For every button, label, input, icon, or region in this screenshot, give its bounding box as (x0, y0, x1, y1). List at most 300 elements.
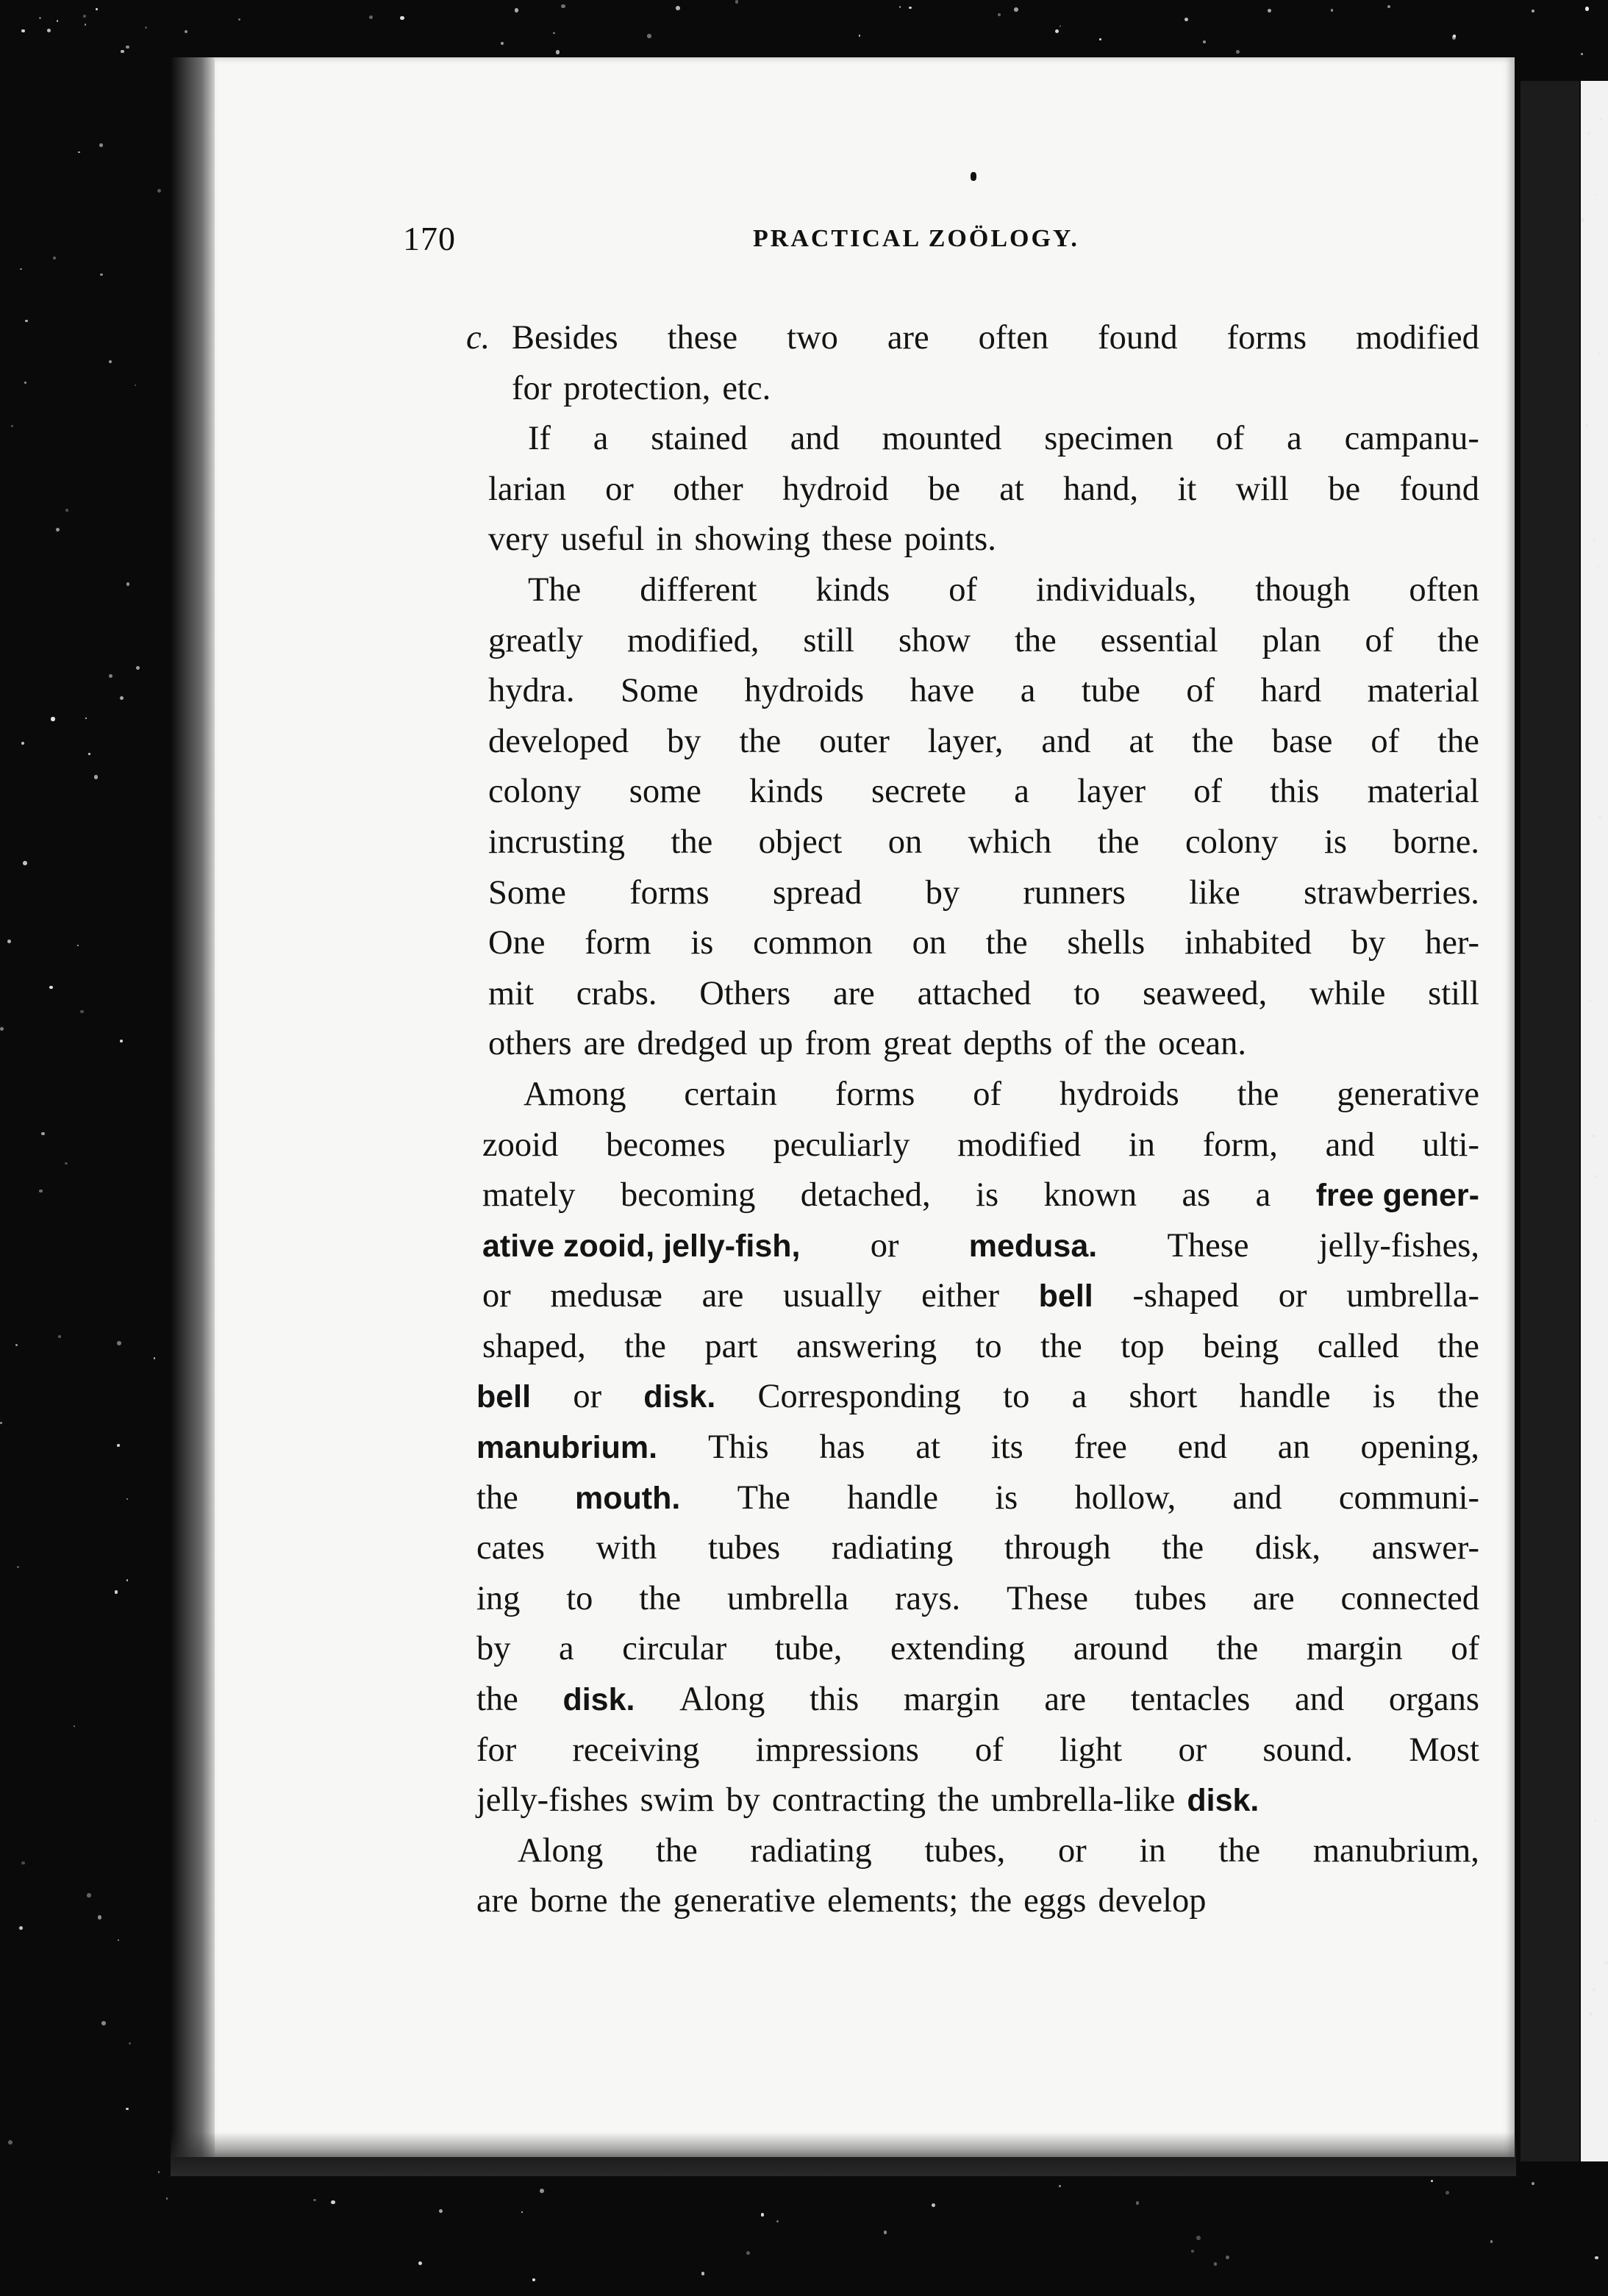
text-line (476, 1675, 1479, 1725)
word: impressions (755, 1731, 919, 1769)
word: by (925, 873, 960, 912)
noise-speck (78, 151, 79, 153)
word: Corresponding (757, 1378, 961, 1416)
word: layer (1077, 773, 1146, 811)
noise-speck (1590, 565, 1592, 568)
word: etc. (722, 369, 771, 407)
word: crabs. (576, 974, 657, 1012)
word: elements; (827, 1882, 959, 1920)
word: the (1162, 1529, 1204, 1567)
noise-speck (1055, 29, 1059, 33)
noise-speck (145, 26, 147, 29)
word: forms (835, 1075, 915, 1113)
word: in (656, 521, 683, 559)
word: the (1014, 621, 1057, 659)
word: material (1367, 773, 1479, 811)
word: stained (651, 420, 748, 458)
word: hard (1260, 672, 1322, 710)
word: these (822, 521, 893, 559)
word: be (928, 470, 960, 508)
word: either (921, 1277, 999, 1315)
word: by (1351, 924, 1386, 962)
noise-speck (101, 2021, 106, 2025)
word: ing (476, 1579, 521, 1617)
text-line (476, 918, 1479, 969)
word: modified (957, 1126, 1082, 1164)
word: the (1218, 1831, 1261, 1870)
word: are (887, 319, 929, 357)
noise-speck (0, 1027, 4, 1031)
word: ulti- (1422, 1126, 1479, 1164)
word: These (1007, 1579, 1089, 1617)
text-line (476, 1876, 1479, 1927)
noise-speck (647, 34, 651, 37)
noise-speck (21, 1862, 25, 1865)
noise-speck (8, 2140, 12, 2145)
noise-speck (23, 861, 27, 865)
noise-speck (118, 1939, 119, 1941)
word: The (528, 571, 582, 609)
text-line (476, 465, 1479, 515)
word: medusæ (550, 1277, 662, 1315)
bold-term: mouth. (575, 1480, 681, 1516)
word: shaped, (482, 1327, 586, 1365)
word: tubes (708, 1529, 781, 1567)
noise-speck (418, 2261, 422, 2265)
word: radiating (831, 1529, 954, 1567)
word: swim (640, 1781, 715, 1820)
word: base (1271, 722, 1333, 760)
word: of (1215, 420, 1245, 458)
word: is (690, 924, 714, 962)
bold-term: disk. (1187, 1783, 1259, 1819)
word: being (1203, 1327, 1279, 1365)
noise-speck (53, 257, 55, 259)
word: to (975, 1327, 1002, 1365)
text-line (476, 1271, 1479, 1322)
word: cates (476, 1529, 545, 1567)
word: tubes (1134, 1579, 1207, 1617)
text-line (476, 818, 1479, 868)
word: attached (917, 974, 1032, 1012)
word: often (1409, 571, 1479, 609)
text-line (466, 313, 1479, 364)
word: handle (847, 1478, 939, 1517)
text-line (476, 1322, 1479, 1373)
word: a (1020, 672, 1036, 710)
word: the (1237, 1075, 1279, 1113)
text-line (476, 717, 1479, 768)
word: are (476, 1882, 518, 1920)
noise-speck (41, 1132, 44, 1135)
word: develop (1098, 1882, 1207, 1920)
word: organs (1388, 1681, 1479, 1719)
word: with (596, 1529, 657, 1567)
noise-speck (11, 425, 13, 427)
noise-speck (238, 18, 240, 21)
noise-speck (1452, 35, 1456, 39)
word: peculiarly (773, 1126, 910, 1164)
noise-speck (1059, 2185, 1061, 2187)
list-marker: c. (466, 319, 490, 357)
text-line (476, 364, 1479, 415)
word: or (1178, 1731, 1207, 1769)
word: of (1365, 621, 1394, 659)
bold-term: ative zooid, jelly-fish, (482, 1228, 801, 1264)
word: the (937, 1781, 979, 1820)
noise-speck (80, 1010, 83, 1013)
word: essential (1100, 621, 1218, 659)
noise-speck (1601, 2121, 1604, 2123)
word: its (990, 1428, 1023, 1467)
body-text (466, 313, 1479, 1927)
word: answer- (1371, 1529, 1479, 1567)
noise-speck (1214, 2262, 1218, 2266)
word: are (701, 1277, 744, 1315)
word: showing (694, 521, 811, 559)
noise-speck (553, 32, 554, 34)
word: is (1372, 1378, 1396, 1416)
word: called (1317, 1327, 1399, 1365)
noise-speck (1598, 815, 1602, 818)
noise-speck (129, 2042, 131, 2045)
word: borne (529, 1882, 608, 1920)
word: around (1073, 1630, 1168, 1668)
noise-speck (154, 1357, 156, 1359)
noise-speck (39, 1190, 42, 1192)
noise-speck (135, 385, 136, 386)
bold-term: bell (1038, 1278, 1093, 1315)
noise-speck (1446, 2191, 1449, 2195)
word: useful (560, 521, 645, 559)
noise-speck (99, 143, 103, 147)
word: zooid (482, 1126, 559, 1164)
word: others (488, 1025, 572, 1063)
word: tubes, (924, 1831, 1006, 1870)
noise-speck (19, 1926, 23, 1930)
noise-speck (77, 945, 79, 946)
noise-speck (1203, 40, 1206, 43)
word: shells (1067, 924, 1146, 962)
noise-speck (1593, 538, 1596, 541)
word: often (978, 319, 1049, 357)
word: is (995, 1478, 1018, 1517)
word: layer, (927, 722, 1004, 760)
word: an (1277, 1428, 1310, 1467)
text-line (476, 1523, 1479, 1574)
bold-term: free gener- (1315, 1178, 1479, 1214)
word: at (915, 1428, 940, 1467)
word: forms (629, 873, 710, 912)
word: handle (1239, 1378, 1331, 1416)
word: up (759, 1025, 793, 1063)
word: hydroids (1059, 1075, 1179, 1113)
word: to (566, 1579, 593, 1617)
word: the (985, 924, 1028, 962)
page-number: 170 (403, 220, 456, 257)
noise-speck (126, 1498, 128, 1500)
noise-speck (899, 6, 901, 8)
noise-speck (369, 15, 373, 19)
word: the (1437, 1327, 1479, 1365)
word: top (1121, 1327, 1165, 1365)
word: Most (1409, 1731, 1479, 1769)
word: hydra. (488, 672, 575, 710)
word: be (1328, 470, 1361, 508)
word: at (999, 470, 1024, 508)
word: manubrium, (1312, 1831, 1479, 1870)
word: hydroid (782, 470, 889, 508)
word: spread (772, 873, 862, 912)
word: and (1232, 1478, 1282, 1517)
word: ocean. (1157, 1025, 1247, 1063)
word: the (739, 722, 782, 760)
noise-speck (126, 582, 129, 585)
noise-speck (1594, 1820, 1597, 1823)
word: usually (783, 1277, 882, 1315)
word: kinds (749, 773, 823, 811)
noise-speck (313, 2199, 316, 2202)
word: of (1193, 773, 1222, 811)
word: a (593, 420, 609, 458)
word: form, (1202, 1126, 1278, 1164)
word: which (968, 823, 1052, 861)
word: disk, (1254, 1529, 1321, 1567)
noise-speck (57, 20, 59, 22)
text-line (476, 515, 1479, 565)
noise-speck (1387, 5, 1390, 8)
page-header (403, 219, 1506, 263)
word: the (476, 1681, 518, 1719)
text-line (476, 1423, 1479, 1473)
word: specimen (1044, 420, 1173, 458)
word: sound. (1262, 1731, 1354, 1769)
word: will (1235, 470, 1289, 508)
noise-speck (1589, 999, 1592, 1002)
word: opening, (1360, 1428, 1479, 1467)
noise-speck (1581, 53, 1583, 55)
bold-term: medusa. (968, 1228, 1098, 1264)
word: the (639, 1579, 682, 1617)
text-line (476, 1574, 1479, 1625)
noise-speck (56, 528, 60, 532)
text-line (476, 1120, 1479, 1171)
word: the (1437, 621, 1479, 659)
noise-speck (65, 509, 68, 512)
word: of (1186, 672, 1215, 710)
text-line (476, 1372, 1479, 1423)
word: Some (488, 873, 566, 912)
text-line (476, 1725, 1479, 1776)
word: free (1073, 1428, 1127, 1467)
word: in (1128, 1126, 1156, 1164)
word: it (1177, 470, 1197, 508)
page-bottom-curl (171, 2132, 1516, 2176)
word: through (1004, 1529, 1111, 1567)
noise-speck (884, 2231, 887, 2234)
noise-speck (83, 15, 86, 18)
noise-speck (1014, 7, 1018, 12)
word: Some (620, 672, 698, 710)
word: still (803, 621, 855, 659)
word: light (1059, 1731, 1123, 1769)
noise-speck (501, 42, 504, 45)
word: the (1437, 1378, 1479, 1416)
word: of (975, 1731, 1004, 1769)
noise-speck (21, 742, 24, 745)
word: a (559, 1630, 574, 1668)
word: contracting (771, 1781, 926, 1820)
word: still (1428, 974, 1479, 1012)
word: Among (524, 1075, 626, 1113)
noise-speck (735, 0, 738, 3)
word: This (707, 1428, 769, 1467)
noise-speck (1196, 2236, 1201, 2240)
word: found (1098, 319, 1178, 357)
word: great (883, 1025, 951, 1063)
word: a (1287, 420, 1302, 458)
word: modified (1356, 319, 1479, 357)
noise-speck (1532, 10, 1534, 12)
bold-term: manubrium. (476, 1430, 658, 1466)
noise-speck (400, 16, 404, 21)
facing-page-sliver (1581, 81, 1608, 2161)
word: individuals, (1035, 571, 1197, 609)
word: are (583, 1025, 626, 1063)
text-line (476, 565, 1479, 616)
word: receiving (572, 1731, 700, 1769)
word: or (482, 1277, 511, 1315)
noise-speck (58, 1335, 61, 1338)
word: the (624, 1327, 666, 1365)
noise-speck (1191, 2250, 1194, 2253)
noise-speck (561, 4, 565, 9)
word: though (1255, 571, 1351, 609)
word: by (476, 1630, 511, 1668)
word: this (1270, 773, 1320, 811)
noise-speck (88, 753, 90, 755)
word: Others (699, 974, 791, 1012)
word: the (476, 1478, 518, 1517)
word: on (912, 924, 947, 962)
word: very (488, 521, 549, 559)
noise-speck (121, 50, 124, 53)
text-line (476, 666, 1479, 717)
noise-speck (157, 189, 161, 193)
noise-speck (1593, 1988, 1596, 1991)
word: as (1182, 1176, 1211, 1215)
word: to (1003, 1378, 1030, 1416)
word: hand, (1063, 470, 1139, 508)
noise-speck (1226, 2256, 1229, 2259)
noise-speck (1595, 2256, 1598, 2260)
noise-speck (439, 2209, 443, 2213)
word: umbrella (726, 1579, 849, 1617)
word: rays. (895, 1579, 961, 1617)
word: other (673, 470, 743, 508)
text-line (476, 969, 1479, 1020)
bold-term: disk. (643, 1379, 716, 1415)
noise-speck (761, 2213, 764, 2216)
word: the (1104, 1025, 1146, 1063)
word: colony (488, 773, 582, 811)
word: strawberries. (1304, 873, 1479, 912)
word: are (1252, 1579, 1295, 1617)
word: the (1192, 722, 1234, 760)
word: two (787, 319, 838, 357)
word: or (1278, 1277, 1307, 1315)
noise-speck (556, 50, 560, 54)
word: the (1040, 1327, 1082, 1365)
noise-speck (909, 7, 912, 10)
word: or (1058, 1831, 1087, 1870)
noise-speck (1597, 565, 1599, 568)
word: at (1129, 722, 1154, 760)
word: part (704, 1327, 758, 1365)
word: mit (488, 974, 535, 1012)
word: The (737, 1478, 790, 1517)
word: detached, (800, 1176, 931, 1215)
noise-speck (120, 696, 124, 701)
word: these (667, 319, 738, 357)
noise-speck (859, 35, 860, 36)
noise-speck (158, 2171, 160, 2173)
noise-speck (15, 1344, 18, 1346)
noise-speck (998, 13, 1001, 16)
word: known (1043, 1176, 1137, 1215)
word: margin (1306, 1630, 1403, 1668)
bold-term: bell (476, 1379, 532, 1415)
noise-speck (94, 775, 98, 779)
noise-speck (1060, 25, 1061, 26)
word: the (671, 823, 713, 861)
noise-speck (126, 46, 129, 49)
noise-speck (100, 273, 102, 276)
word: secrete (871, 773, 967, 811)
text-line (476, 1221, 1479, 1272)
text-line (476, 1170, 1479, 1221)
word: her- (1425, 924, 1479, 962)
noise-speck (126, 2108, 129, 2111)
word: of (1371, 722, 1400, 760)
word: generative (673, 1882, 816, 1920)
noise-speck (39, 17, 41, 19)
word: by (667, 722, 701, 760)
word: of (1451, 1630, 1479, 1668)
word: or (573, 1378, 602, 1416)
bold-term: disk. (562, 1682, 635, 1718)
word: One (488, 924, 546, 962)
word: modified, (626, 621, 760, 659)
word: the (1216, 1630, 1259, 1668)
word: dredged (637, 1025, 748, 1063)
word: jelly-fishes (476, 1781, 629, 1820)
word: campanu- (1344, 420, 1479, 458)
noise-speck (17, 1566, 19, 1568)
word: developed (488, 722, 629, 760)
noise-speck (776, 2220, 779, 2222)
text-line (476, 1775, 1479, 1826)
word: colony (1185, 823, 1279, 861)
noise-speck (96, 8, 98, 10)
word: Along (518, 1831, 604, 1870)
noise-speck (7, 940, 11, 943)
noise-speck (532, 2278, 536, 2282)
noise-speck (120, 1040, 123, 1043)
noise-speck (746, 2251, 750, 2255)
noise-speck (65, 1162, 67, 1165)
word: a (1071, 1378, 1087, 1416)
